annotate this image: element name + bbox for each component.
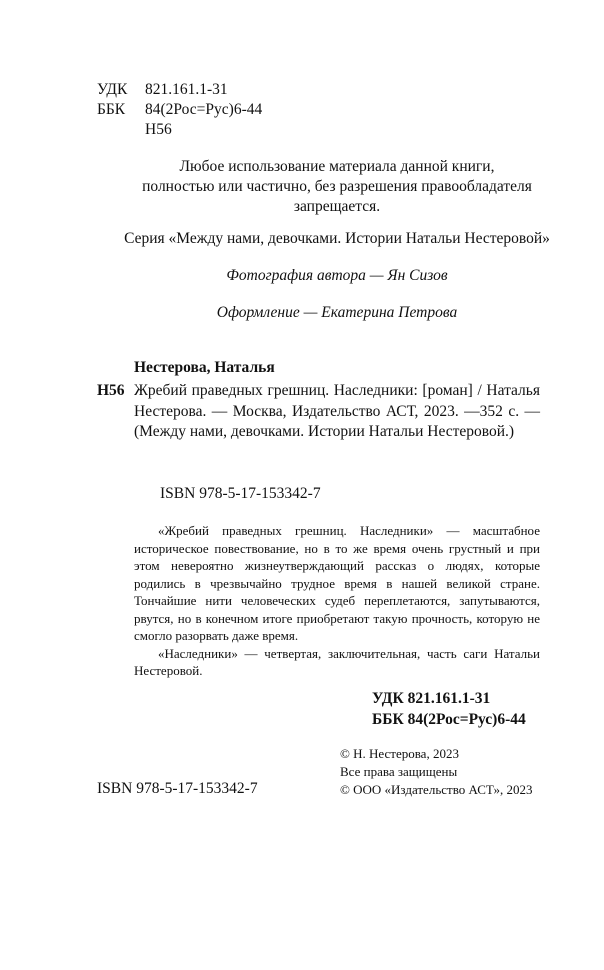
annotation-paragraph: «Наследники» — четвертая, заключительная, часть саги Натальи Нестеровой. (134, 645, 540, 678)
author-heading: Нестерова, Наталья (134, 359, 275, 376)
classification-codes (97, 80, 262, 140)
design-credit: Оформление — Екатерина Петрова (216, 304, 458, 321)
notice-line: запрещается. (293, 198, 381, 215)
classification-codes-bottom (372, 688, 526, 730)
udk-bottom: УДК 821.161.1-31 (372, 690, 491, 707)
copyright-publisher: © ООО «Издательство АСТ», 2023 (340, 782, 533, 797)
copyright-author: © Н. Нестерова, 2023 (340, 746, 459, 761)
copyright-block (340, 745, 533, 799)
notice-line: полностью или частично, без разрешения правообладателя (142, 178, 532, 195)
author-sign: Н56 (145, 121, 172, 138)
udk-label: УДК (97, 81, 128, 98)
annotation (134, 522, 540, 680)
bbk-value: 84(2Рос=Рус)6-44 (145, 101, 263, 118)
catalog-code: Н56 (97, 382, 125, 399)
series-title: Серия «Между нами, девочками. Истории Натальи Нестеровой» (124, 230, 550, 247)
bbk-label: ББК (97, 101, 126, 118)
annotation-paragraph: «Жребий праведных грешниц. Наследники» — масштабное историческое повествование, но в то же время очень грустный и при этом невероятно жизнеутверждающий рассказ о людях, которые родились в чрезвычайно трудное время в нашей великой стране. Тончайшие нити человеческих судеб переплетаются, запутываются, рвутся, но в конечном итоге приобретают такую прочность, которую не смогло разорвать даже время. (134, 523, 540, 643)
udk-value: 821.161.1-31 (145, 81, 228, 98)
isbn-bottom: ISBN 978-5-17-153342-7 (97, 780, 258, 797)
rights-reserved: Все права защищены (340, 764, 458, 779)
bibliographic-description: Жребий праведных грешниц. Наследники: [роман] / Наталья Нестерова. — Москва, Издательство АСТ, 2023. —352 с. — (Между нами, девочками. Истории Натальи Нестеровой.) (134, 382, 540, 440)
bbk-bottom: ББК 84(2Рос=Рус)6-44 (372, 711, 526, 728)
notice-line: Любое использование материала данной книги, (179, 158, 495, 175)
copyright-notice (97, 157, 577, 217)
photo-credit: Фотография автора — Ян Сизов (226, 267, 448, 284)
isbn-top: ISBN 978-5-17-153342-7 (160, 485, 321, 502)
